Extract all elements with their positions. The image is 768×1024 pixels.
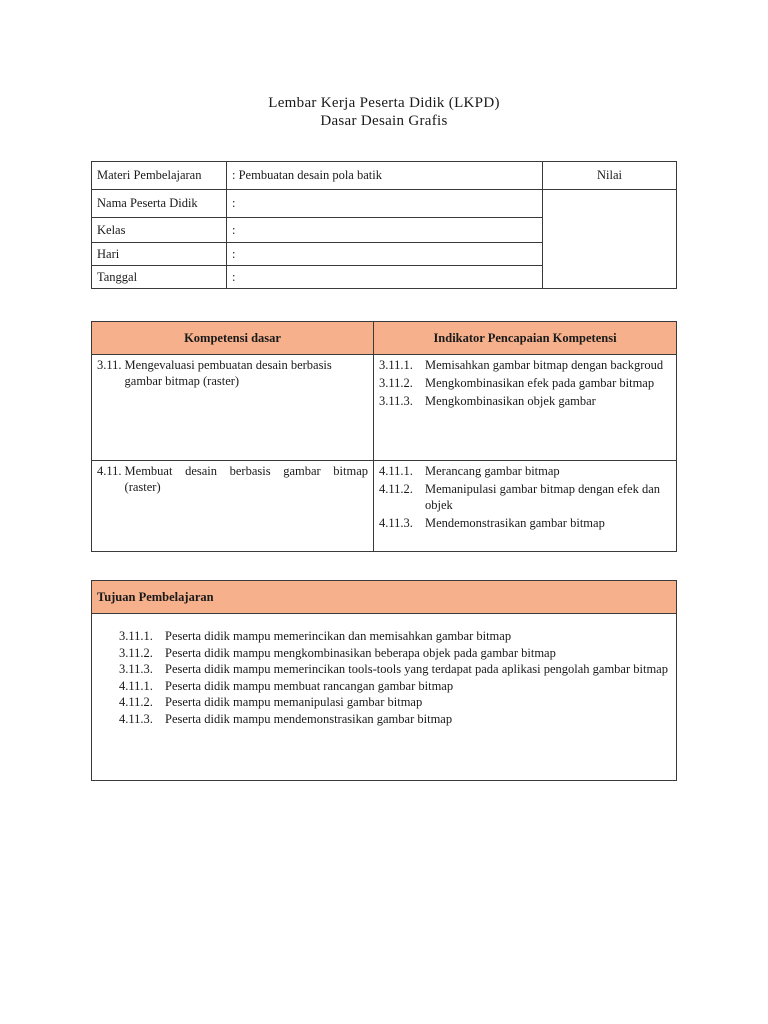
indicator-item xyxy=(379,481,671,513)
tujuan-list xyxy=(92,614,677,781)
goal-item xyxy=(97,645,671,662)
goal-text: Peserta didik mampu membuat rancangan gambar bitmap xyxy=(165,678,454,693)
indicator-text: Memisahkan gambar bitmap dengan backgroud xyxy=(425,358,664,372)
goal-text: Peserta didik mampu memerincikan dan memisahkan gambar bitmap xyxy=(165,629,512,643)
indicator-item xyxy=(379,515,671,531)
kd-number: 3.11. xyxy=(97,358,122,372)
materi-value: : Pembuatan desain pola batik xyxy=(227,162,543,190)
kd-item xyxy=(97,357,368,389)
tujuan-header: Tujuan Pembelajaran xyxy=(92,581,677,614)
tujuan-body-row xyxy=(92,614,677,781)
goal-item xyxy=(97,711,671,728)
indicator-item xyxy=(379,375,671,391)
goal-text: Peserta didik mampu memanipulasi gambar bitmap xyxy=(165,695,423,709)
hari-label: Hari xyxy=(92,243,227,266)
goal-number: 4.11.2. xyxy=(119,695,153,709)
kd-cell xyxy=(92,461,374,552)
goal-number: 3.11.3. xyxy=(119,662,153,676)
indicator-item xyxy=(379,393,671,409)
indicator-text: Merancang gambar bitmap xyxy=(425,464,560,478)
indicator-text: Mengkombinasikan objek gambar xyxy=(425,394,596,408)
indikator-header: Indikator Pencapaian Kompetensi xyxy=(374,322,677,355)
indicator-number: 4.11.1. xyxy=(379,464,413,478)
document-title: Lembar Kerja Peserta Didik (LKPD) xyxy=(268,95,500,111)
indicator-text: Mendemonstrasikan gambar bitmap xyxy=(425,516,605,530)
goal-item xyxy=(97,628,671,645)
indicator-item xyxy=(379,463,671,479)
competency-header-row xyxy=(92,322,677,355)
indicator-number: 4.11.2. xyxy=(379,482,413,496)
identity-table xyxy=(91,161,677,289)
kelas-field[interactable]: : xyxy=(227,218,543,243)
indicator-number: 4.11.3. xyxy=(379,516,413,530)
kd-number: 4.11. xyxy=(97,464,122,478)
indicator-number: 3.11.1. xyxy=(379,358,413,372)
goal-text: Peserta didik mampu mengkombinasikan beberapa objek pada gambar bitmap xyxy=(165,645,556,660)
goal-text: Peserta didik mampu mendemonstrasikan gambar bitmap xyxy=(165,711,453,726)
goal-item xyxy=(97,694,671,711)
document-subtitle: Dasar Desain Grafis xyxy=(320,113,448,129)
goal-text: Peserta didik mampu memerincikan tools-tools yang terdapat pada aplikasi pengolah gambar bitmap xyxy=(165,662,668,676)
indicator-item xyxy=(379,357,671,373)
nama-field[interactable]: : xyxy=(227,190,543,218)
indicator-cell xyxy=(374,355,677,461)
goal-number: 4.11.3. xyxy=(119,711,153,726)
nama-label: Nama Peserta Didik xyxy=(92,190,227,218)
document-header xyxy=(0,94,768,130)
identity-row-materi xyxy=(92,162,677,190)
kd-item xyxy=(97,463,368,495)
competency-table xyxy=(91,321,677,552)
nilai-label: Nilai xyxy=(543,162,677,190)
kd-text: Mengevaluasi pembuatan desain berbasis gambar bitmap (raster) xyxy=(124,358,332,388)
competency-row xyxy=(92,355,677,461)
tanggal-field[interactable]: : xyxy=(227,266,543,289)
goal-number: 3.11.2. xyxy=(119,645,153,660)
identity-row-nama xyxy=(92,190,677,218)
tujuan-table xyxy=(91,580,677,781)
indicator-number: 3.11.2. xyxy=(379,376,413,390)
nilai-score-box[interactable] xyxy=(543,190,677,289)
tanggal-label: Tanggal xyxy=(92,266,227,289)
goal-number: 4.11.1. xyxy=(119,678,153,693)
indicator-text: Mengkombinasikan efek pada gambar bitmap xyxy=(425,376,655,390)
kompetensi-dasar-header: Kompetensi dasar xyxy=(92,322,374,355)
kd-text: Membuat desain berbasis gambar bitmap (raster) xyxy=(124,464,368,494)
materi-label: Materi Pembelajaran xyxy=(92,162,227,190)
hari-field[interactable]: : xyxy=(227,243,543,266)
kelas-label: Kelas xyxy=(92,218,227,243)
competency-row xyxy=(92,461,677,552)
indicator-number: 3.11.3. xyxy=(379,394,413,408)
goal-number: 3.11.1. xyxy=(119,629,153,643)
tujuan-header-row xyxy=(92,581,677,614)
indicator-cell xyxy=(374,461,677,552)
goal-item xyxy=(97,678,671,695)
kd-cell xyxy=(92,355,374,461)
goal-item xyxy=(97,661,671,678)
indicator-text: Memanipulasi gambar bitmap dengan efek dan objek xyxy=(425,482,660,512)
